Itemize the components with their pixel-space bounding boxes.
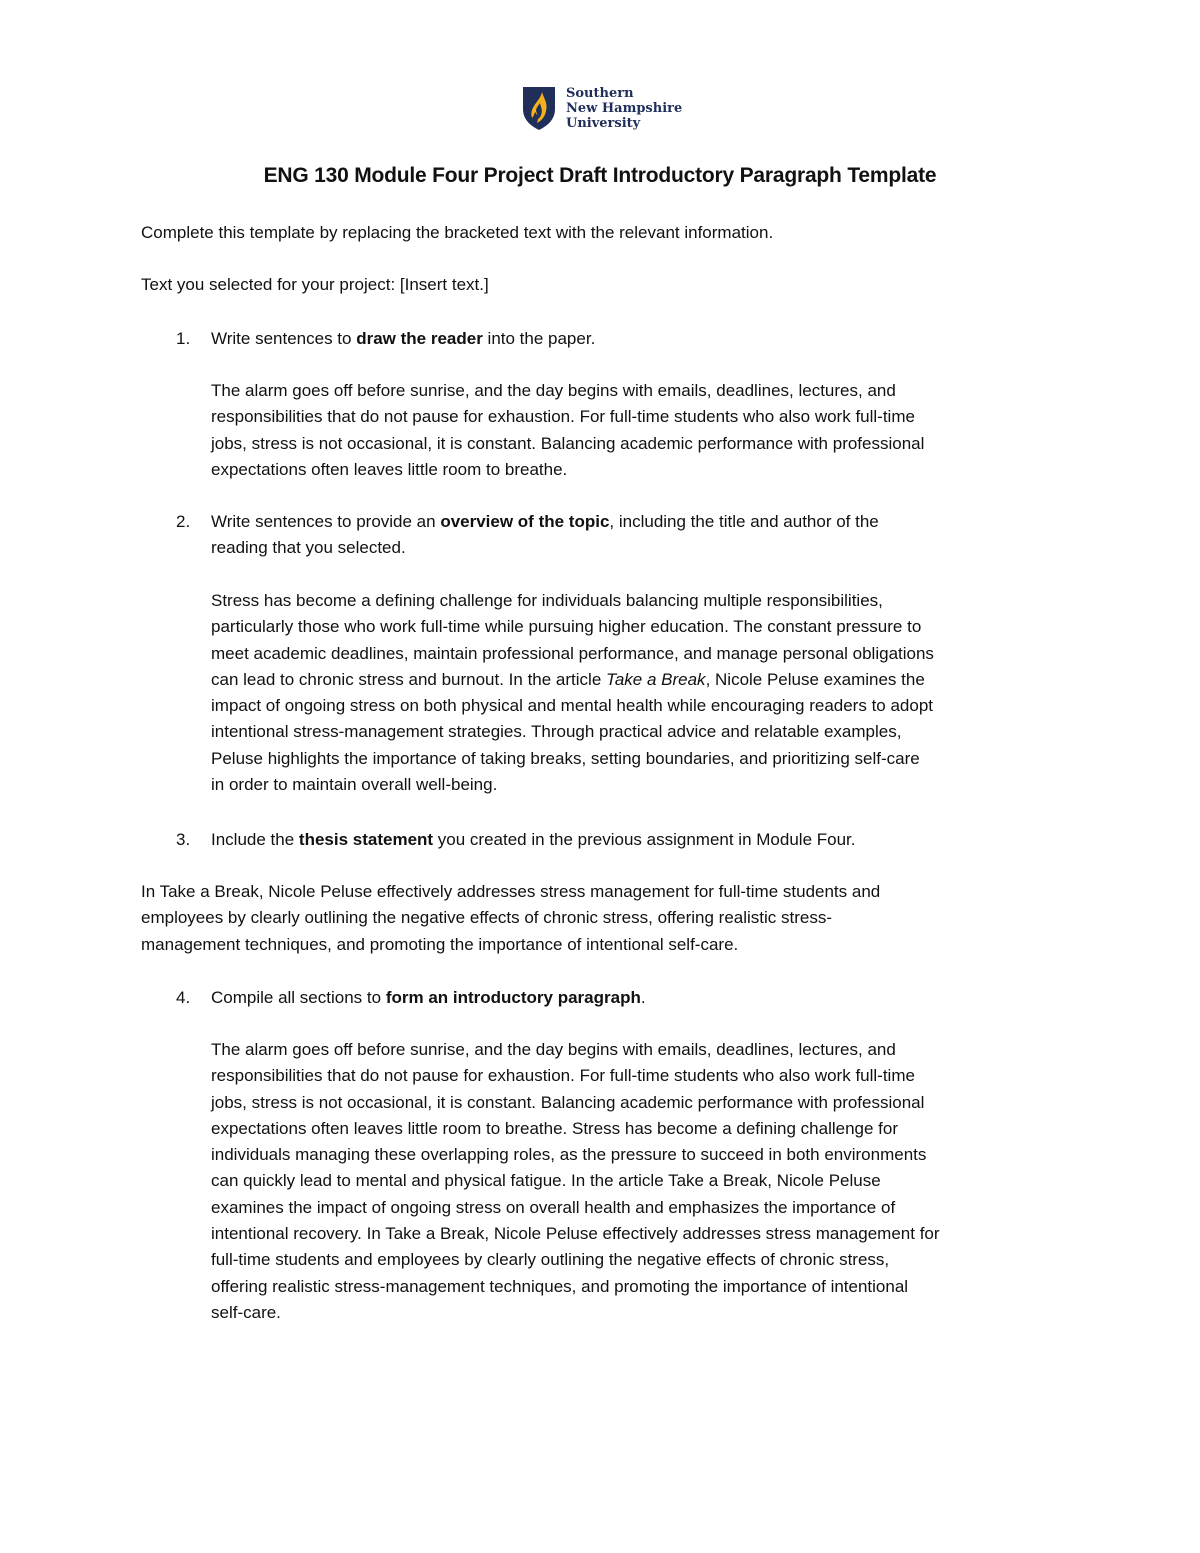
prompt-emphasis: form an introductory paragraph xyxy=(385,988,641,1007)
response-line: in order to maintain overall well-being. xyxy=(211,775,498,795)
response-line: intentional stress-management strategies. Through practical advice and relatable examples, xyxy=(211,722,902,742)
response-line: responsibilities that do not pause for exhaustion. For full-time students who also work full-time xyxy=(211,407,915,427)
response-line: offering realistic stress-management techniques, and promoting the importance of intentional xyxy=(211,1276,909,1296)
prompt-text: Write sentences to xyxy=(211,329,357,348)
response-text: can lead to chronic stress and burnout. In the article xyxy=(211,669,607,689)
logo-line: University xyxy=(566,115,641,131)
prompt-emphasis: draw the reader xyxy=(356,329,483,348)
response-line: particularly those who work full-time while pursuing higher education. The constant pressure to xyxy=(211,617,922,637)
item-number: 1. xyxy=(176,329,191,348)
response-line: The alarm goes off before sunrise, and the day begins with emails, deadlines, lectures, and xyxy=(211,381,896,400)
item-number: 4. xyxy=(176,988,191,1007)
instruction-text: Complete this template by replacing the bracketed text with the relevant information. xyxy=(141,223,774,242)
prompt-emphasis: overview of the topic xyxy=(440,512,610,531)
response-line: self-care. xyxy=(211,1302,281,1322)
response-line: The alarm goes off before sunrise, and the day begins with emails, deadlines, lectures, and xyxy=(211,1040,896,1059)
response-line: expectations often leaves little room to breathe. Stress has become a defining challenge for xyxy=(211,1118,899,1138)
prompt-text: , including the title and author of the xyxy=(609,512,879,531)
response-line: intentional recovery. In Take a Break, Nicole Peluse effectively addresses stress management for xyxy=(211,1224,940,1244)
response-line: meet academic deadlines, maintain professional performance, and manage personal obligations xyxy=(211,643,934,663)
response-line: responsibilities that do not pause for exhaustion. For full-time students who also work full-time xyxy=(211,1066,915,1086)
item-prompt xyxy=(211,985,646,1011)
thesis-response xyxy=(141,879,880,958)
logo-line: New Hampshire xyxy=(566,100,683,116)
university-logo xyxy=(521,84,682,132)
article-title: Take a Break xyxy=(606,669,706,689)
response-line: jobs, stress is not occasional, it is constant. Balancing academic performance with professional xyxy=(211,433,925,453)
item-number: 3. xyxy=(176,830,191,849)
document-title: ENG 130 Module Four Project Draft Introductory Paragraph Template xyxy=(263,164,937,187)
response-line: management techniques, and promoting the importance of intentional self-care. xyxy=(141,934,739,954)
prompt-text: you created in the previous assignment in Module Four. xyxy=(433,830,856,849)
prompt-text: Compile all sections to xyxy=(211,988,386,1007)
prompt-text: into the paper. xyxy=(482,329,596,348)
response-line: examines the impact of ongoing stress on overall health and emphasizes the importance of xyxy=(211,1197,896,1217)
item-prompt xyxy=(211,326,595,352)
item-prompt xyxy=(211,509,879,562)
response-line: jobs, stress is not occasional, it is constant. Balancing academic performance with professional xyxy=(211,1092,925,1112)
response-line xyxy=(211,667,934,693)
selected-text-line: Text you selected for your project: [Insert text.] xyxy=(141,275,489,294)
response-line: can quickly lead to mental and physical fatigue. In the article Take a Break, Nicole Peluse xyxy=(211,1171,881,1191)
prompt-text: Include the xyxy=(211,830,299,849)
item-response xyxy=(211,1037,940,1326)
response-line: full-time students and employees by clearly outlining the negative effects of chronic stress, xyxy=(211,1250,890,1270)
prompt-text: reading that you selected. xyxy=(211,538,406,558)
prompt-emphasis: thesis statement xyxy=(298,830,434,849)
item-response xyxy=(211,378,924,483)
response-line: employees by clearly outlining the negative effects of chronic stress, offering realistic stress- xyxy=(141,908,833,928)
response-line: impact of ongoing stress on both physical and mental health while encouraging readers to adopt xyxy=(211,696,934,716)
response-line: expectations often leaves little room to breathe. xyxy=(211,459,568,479)
logo-wordmark xyxy=(566,86,682,131)
item-prompt xyxy=(211,827,855,853)
response-text: , Nicole Peluse examines the xyxy=(705,669,925,689)
item-number: 2. xyxy=(176,512,191,531)
response-line: Peluse highlights the importance of taking breaks, setting boundaries, and prioritizing self-care xyxy=(211,748,920,768)
logo-line: Southern xyxy=(566,85,634,101)
response-line: individuals managing these overlapping roles, as the pressure to succeed in both environments xyxy=(211,1145,927,1165)
item-response xyxy=(211,588,934,798)
prompt-text: . xyxy=(640,988,646,1007)
shield-flame-icon xyxy=(521,85,557,131)
response-line: Stress has become a defining challenge for individuals balancing multiple responsibilities, xyxy=(211,591,883,610)
response-line: In Take a Break, Nicole Peluse effectively addresses stress management for full-time students and xyxy=(141,882,881,901)
prompt-text: Write sentences to provide an xyxy=(211,512,441,531)
